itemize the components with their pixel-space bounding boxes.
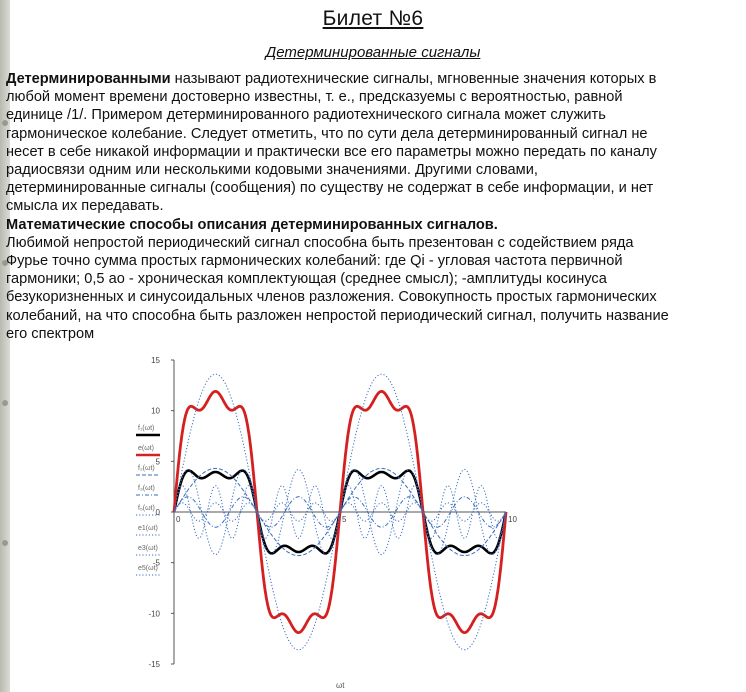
body-text (6, 70, 741, 343)
para1-lead: Детерминированными (6, 71, 171, 87)
signal-chart (126, 350, 526, 692)
section-heading: Математические способы описания детерминированных сигналов. (6, 216, 498, 233)
legend-label: f₅(ωt) (138, 505, 155, 512)
x-tick-label: 0 (176, 515, 181, 524)
legend-label: e5(ωt) (138, 565, 158, 572)
y-tick-label: -5 (152, 558, 160, 568)
y-tick-label: -15 (148, 660, 160, 669)
x-tick-label: 10 (508, 515, 517, 524)
decor-dot (2, 400, 8, 406)
para2-text: Любимой непростой периодический сигнал способна быть презентован с содействием ряда Фурье точно сумма простых гармонических колебаний: где Qi - угловая частота первичной гармоники; 0,5 ао - хроническая комплектующая (среднее смысл); -амплитуды косинуса безукоризненных и синусоидальных членов разложения. Совокупность простых гармонических колебаний, на что способна быть разложен непростой периодический сигнал, получить название его спектром (6, 234, 669, 342)
legend-label: f₁(ωt) (138, 425, 155, 432)
chart-svg (126, 350, 526, 692)
legend-label: e(ωt) (138, 445, 154, 452)
y-tick-label: 10 (151, 406, 160, 416)
legend-label: e3(ωt) (138, 545, 158, 552)
x-axis-label: ωt (336, 681, 345, 690)
decor-dot (2, 540, 8, 546)
y-tick-label: 15 (151, 356, 160, 365)
para1-text: называют радиотехнические сигналы, мгновенные значения которых в любой момент времени достоверно известны, т. е., предсказуемы с вероятностью, равной единице /1/. Примером детерминированного радиотехнического сигнала может служить гармоническое колебание. Следует отметить, что по сути дела детерминированный сигнал не несет в себе никакой информации и практически все его параметры можно передать по каналу радиосвязи одним или несколькими кодовыми значениями. Другими словами, детерминированные сигналы (сообщения) по существу не содержат в себе информации, и нет смысла их передавать. (6, 71, 657, 215)
legend-label: f₃(ωt) (138, 485, 155, 492)
chart-series (174, 374, 506, 650)
chart-legend (136, 425, 160, 575)
page-title: Билет №6 (322, 7, 424, 30)
y-tick-label: 5 (155, 457, 160, 467)
section-subtitle: Детерминированные сигналы (265, 44, 481, 61)
legend-label: e1(ωt) (138, 525, 158, 532)
legend-label: f₂(ωt) (138, 465, 155, 472)
y-tick-label: 0 (155, 508, 160, 517)
y-tick-label: -10 (148, 609, 160, 619)
x-tick-label: 5 (342, 515, 347, 524)
